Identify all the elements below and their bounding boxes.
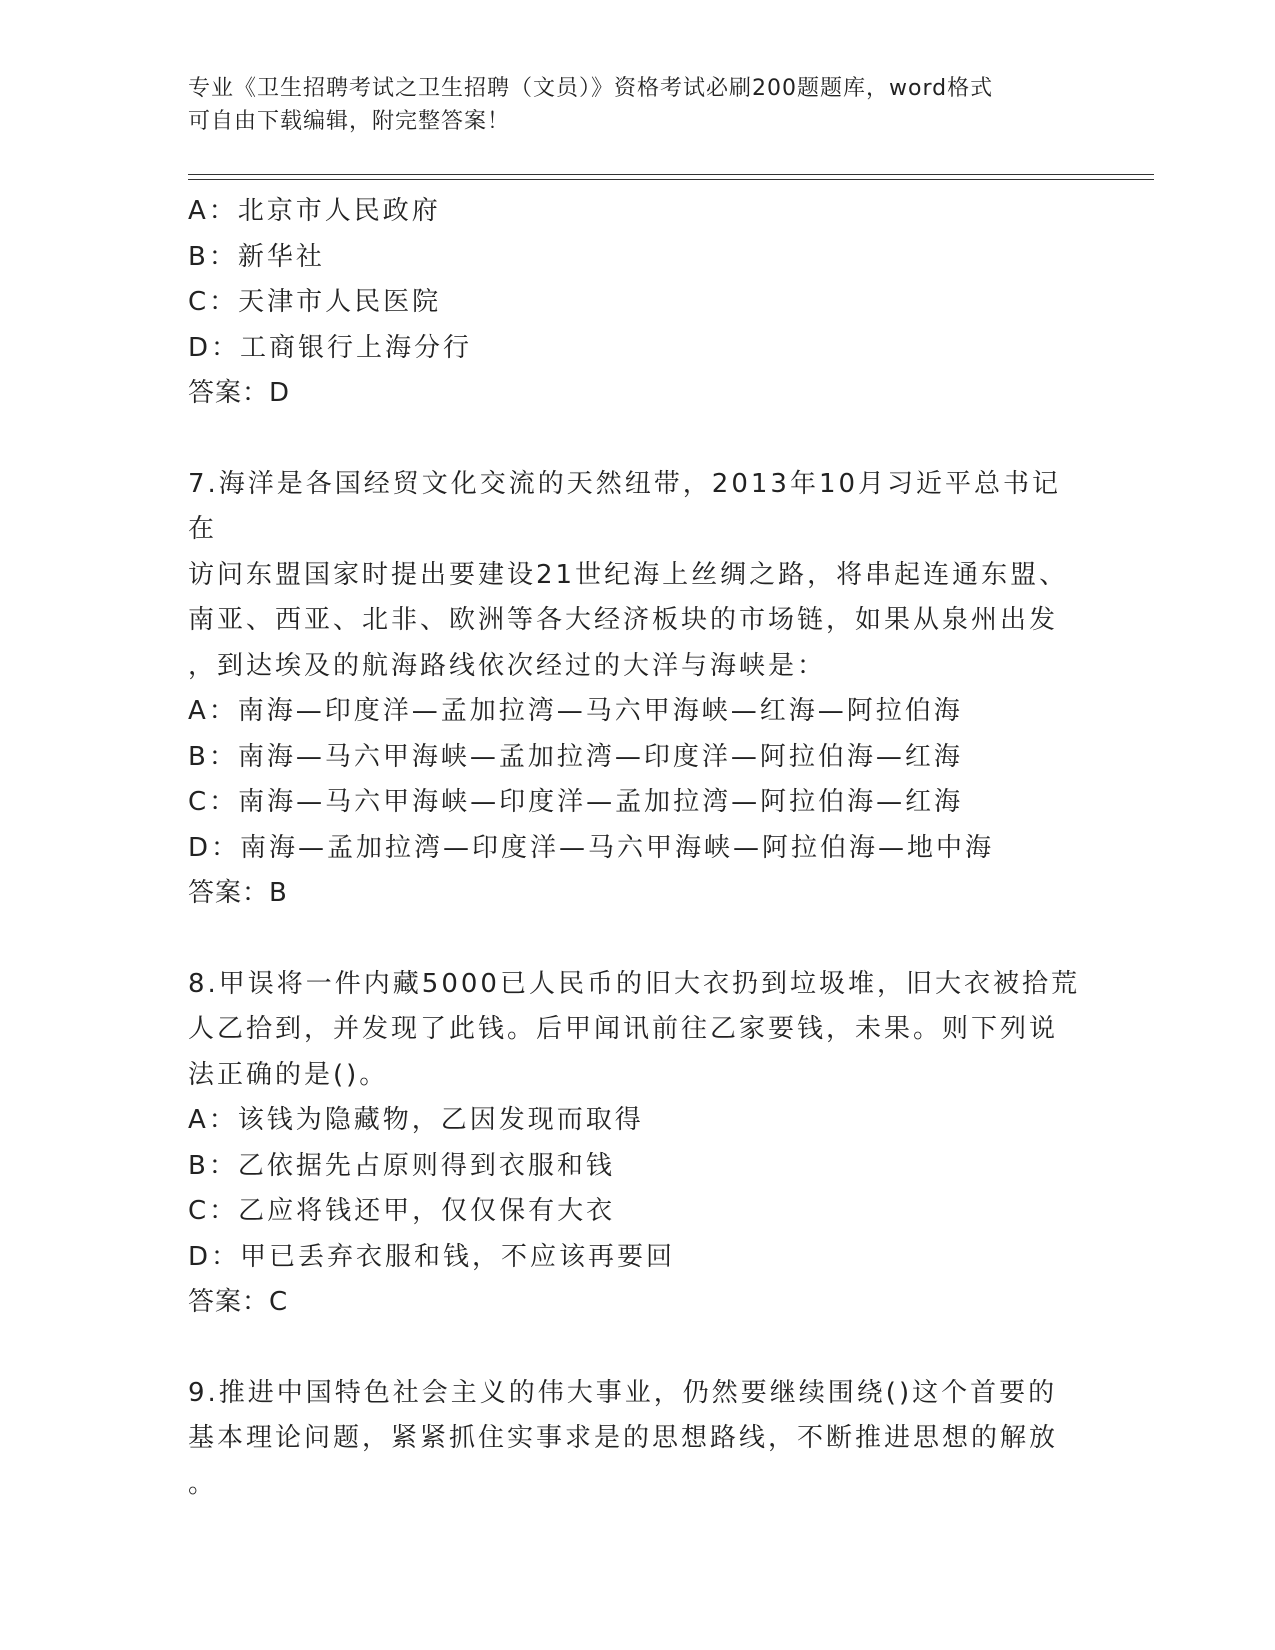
header-line-1: 专业《卫生招聘考试之卫生招聘（文员）》资格考试必刷200题题库，word格式 xyxy=(188,76,994,101)
option-b: B：乙依据先占原则得到衣服和钱 xyxy=(188,1150,615,1181)
question-6 xyxy=(188,189,1088,417)
spacer xyxy=(188,417,1088,462)
option-d: D：南海—孟加拉湾—印度洋—马六甲海峡—阿拉伯海—地中海 xyxy=(188,832,995,863)
question-7 xyxy=(188,462,1088,917)
option-c: C：南海—马六甲海峡—印度洋—孟加拉湾—阿拉伯海—红海 xyxy=(188,787,964,817)
spacer xyxy=(188,1326,1088,1371)
question-stem-line: 7.海洋是各国经贸文化交流的天然纽带，2013年10月习近平总书记在 xyxy=(188,468,1062,544)
question-stem-line: 访问东盟国家时提出要建设21世纪海上丝绸之路，将串起连通东盟、 xyxy=(188,559,1069,590)
header-divider xyxy=(188,174,1154,180)
spacer xyxy=(188,917,1088,962)
option-c: C：乙应将钱还甲，仅仅保有大衣 xyxy=(188,1196,616,1226)
question-stem-line: 基本理论问题，紧紧抓住实事求是的思想路线，不断推进思想的解放 xyxy=(188,1423,1059,1453)
answer: 答案：C xyxy=(188,1287,289,1317)
question-9 xyxy=(188,1371,1088,1508)
option-a: A：南海—印度洋—孟加拉湾—马六甲海峡—红海—阿拉伯海 xyxy=(188,696,963,726)
option-a: A：该钱为隐藏物，乙因发现而取得 xyxy=(188,1105,644,1135)
option-c: C：天津市人民医院 xyxy=(188,287,442,317)
question-stem-line: 8.甲误将一件内藏5000已人民币的旧大衣扔到垃圾堆，旧大衣被拾荒 xyxy=(188,968,1080,999)
option-a: A：北京市人民政府 xyxy=(188,196,441,226)
question-stem-line: 法正确的是()。 xyxy=(188,1059,389,1090)
option-b: B：新华社 xyxy=(188,241,325,272)
question-stem-line: 南亚、西亚、北非、欧洲等各大经济板块的市场链，如果从泉州出发 xyxy=(188,605,1059,635)
header-line-2: 可自由下载编辑，附完整答案！ xyxy=(188,109,511,134)
question-stem-line: 人乙拾到，并发现了此钱。后甲闻讯前往乙家要钱，未果。则下列说 xyxy=(188,1014,1059,1044)
question-stem-line: 9.推进中国特色社会主义的伟大事业，仍然要继续围绕()这个首要的 xyxy=(188,1377,1058,1408)
question-stem-line: 。 xyxy=(188,1468,218,1499)
option-b: B：南海—马六甲海峡—孟加拉湾—印度洋—阿拉伯海—红海 xyxy=(188,741,963,772)
answer: 答案：D xyxy=(188,378,291,408)
option-d: D：甲已丢弃衣服和钱，不应该再要回 xyxy=(188,1241,676,1272)
question-stem-line: ，到达埃及的航海路线依次经过的大洋与海峡是： xyxy=(188,650,827,681)
document-header xyxy=(188,72,1088,138)
answer: 答案：B xyxy=(188,878,288,908)
option-d: D：工商银行上海分行 xyxy=(188,332,473,363)
question-list xyxy=(188,189,1088,1507)
question-8 xyxy=(188,962,1088,1326)
